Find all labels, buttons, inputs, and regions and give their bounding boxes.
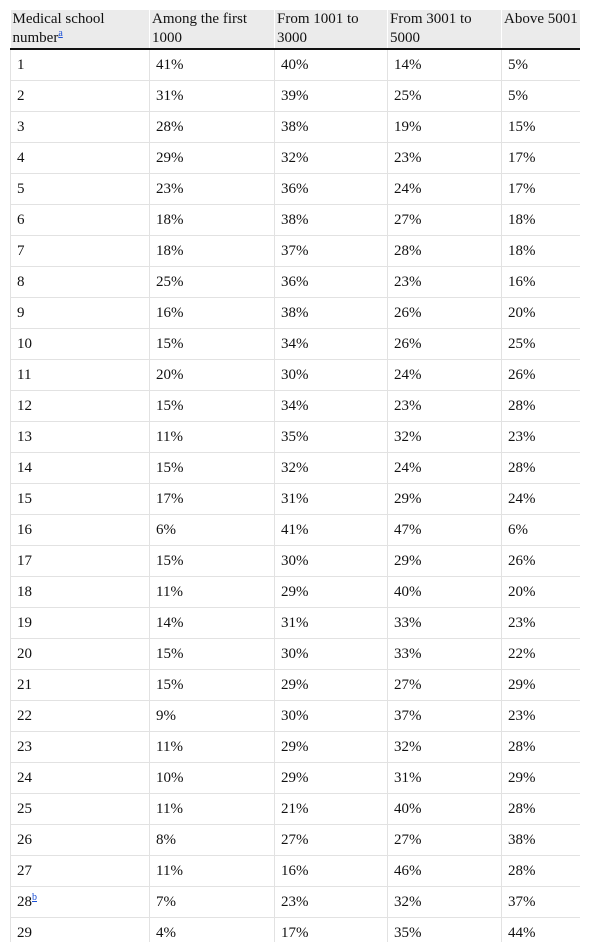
- cell-above-5001: 28%: [502, 391, 581, 422]
- cell-medical-school-number: [11, 546, 150, 577]
- table-row: [11, 608, 581, 639]
- cell-from-1001-to-3000: 38%: [275, 112, 388, 143]
- school-number: 28: [17, 894, 32, 910]
- cell-above-5001: 25%: [502, 329, 581, 360]
- cell-from-1001-to-3000: 16%: [275, 856, 388, 887]
- cell-above-5001: 26%: [502, 360, 581, 391]
- school-number: 5: [17, 181, 25, 197]
- school-number: 2: [17, 88, 25, 104]
- cell-medical-school-number: [11, 515, 150, 546]
- cell-among-first-1000: 11%: [150, 422, 275, 453]
- table-row: [11, 360, 581, 391]
- table-row: [11, 732, 581, 763]
- table-header: [11, 10, 581, 49]
- school-number: 22: [17, 708, 32, 724]
- cell-from-3001-to-5000: 35%: [388, 918, 502, 943]
- cell-above-5001: 37%: [502, 887, 581, 918]
- cell-among-first-1000: 15%: [150, 329, 275, 360]
- cell-from-3001-to-5000: 33%: [388, 639, 502, 670]
- school-number: 1: [17, 57, 25, 73]
- cell-from-1001-to-3000: 17%: [275, 918, 388, 943]
- table-row: [11, 887, 581, 918]
- table-row: [11, 825, 581, 856]
- cell-from-1001-to-3000: 23%: [275, 887, 388, 918]
- table-row: [11, 639, 581, 670]
- cell-above-5001: 29%: [502, 763, 581, 794]
- table-row: [11, 329, 581, 360]
- school-number: 29: [17, 925, 32, 941]
- cell-among-first-1000: 9%: [150, 701, 275, 732]
- cell-among-first-1000: 20%: [150, 360, 275, 391]
- cell-among-first-1000: 7%: [150, 887, 275, 918]
- table-row: [11, 267, 581, 298]
- cell-among-first-1000: 14%: [150, 608, 275, 639]
- table-row: [11, 453, 581, 484]
- cell-from-3001-to-5000: 27%: [388, 825, 502, 856]
- cell-medical-school-number: [11, 825, 150, 856]
- school-number: 15: [17, 491, 32, 507]
- table-row: [11, 515, 581, 546]
- cell-among-first-1000: 11%: [150, 794, 275, 825]
- cell-from-1001-to-3000: 30%: [275, 701, 388, 732]
- cell-from-1001-to-3000: 21%: [275, 794, 388, 825]
- cell-from-3001-to-5000: 29%: [388, 484, 502, 515]
- cell-among-first-1000: 11%: [150, 577, 275, 608]
- cell-from-1001-to-3000: 36%: [275, 267, 388, 298]
- cell-from-1001-to-3000: 38%: [275, 205, 388, 236]
- school-number: 16: [17, 522, 32, 538]
- school-number: 10: [17, 336, 32, 352]
- cell-from-3001-to-5000: 23%: [388, 391, 502, 422]
- cell-above-5001: 22%: [502, 639, 581, 670]
- cell-from-1001-to-3000: 29%: [275, 732, 388, 763]
- cell-among-first-1000: 18%: [150, 236, 275, 267]
- cell-among-first-1000: 28%: [150, 112, 275, 143]
- cell-from-1001-to-3000: 31%: [275, 484, 388, 515]
- table-row: [11, 484, 581, 515]
- cell-from-1001-to-3000: 29%: [275, 763, 388, 794]
- cell-above-5001: 24%: [502, 484, 581, 515]
- school-number: 25: [17, 801, 32, 817]
- header-from-1001-to-3000: [275, 10, 388, 49]
- header-among-first-1000: [150, 10, 275, 49]
- cell-medical-school-number: [11, 360, 150, 391]
- cell-from-3001-to-5000: 23%: [388, 267, 502, 298]
- cell-above-5001: 15%: [502, 112, 581, 143]
- table-container: [10, 10, 580, 942]
- cell-from-3001-to-5000: 40%: [388, 577, 502, 608]
- cell-among-first-1000: 18%: [150, 205, 275, 236]
- cell-medical-school-number: [11, 143, 150, 174]
- cell-from-1001-to-3000: 36%: [275, 174, 388, 205]
- cell-from-1001-to-3000: 34%: [275, 391, 388, 422]
- cell-medical-school-number: [11, 856, 150, 887]
- footnote-link-b[interactable]: b: [32, 892, 37, 903]
- cell-above-5001: 28%: [502, 453, 581, 484]
- header-label: Above 5001: [504, 11, 578, 27]
- cell-medical-school-number: [11, 81, 150, 112]
- cell-from-3001-to-5000: 32%: [388, 887, 502, 918]
- cell-above-5001: 18%: [502, 236, 581, 267]
- cell-from-1001-to-3000: 41%: [275, 515, 388, 546]
- cell-from-3001-to-5000: 27%: [388, 205, 502, 236]
- cell-above-5001: 44%: [502, 918, 581, 943]
- cell-from-1001-to-3000: 29%: [275, 670, 388, 701]
- cell-among-first-1000: 25%: [150, 267, 275, 298]
- cell-medical-school-number: [11, 701, 150, 732]
- cell-medical-school-number: [11, 174, 150, 205]
- cell-from-3001-to-5000: 27%: [388, 670, 502, 701]
- cell-above-5001: 6%: [502, 515, 581, 546]
- cell-medical-school-number: [11, 732, 150, 763]
- cell-above-5001: 28%: [502, 794, 581, 825]
- cell-from-3001-to-5000: 24%: [388, 453, 502, 484]
- cell-medical-school-number: [11, 422, 150, 453]
- cell-above-5001: 5%: [502, 49, 581, 81]
- cell-from-1001-to-3000: 39%: [275, 81, 388, 112]
- cell-medical-school-number: [11, 329, 150, 360]
- cell-from-1001-to-3000: 31%: [275, 608, 388, 639]
- cell-from-3001-to-5000: 47%: [388, 515, 502, 546]
- school-number: 3: [17, 119, 25, 135]
- cell-above-5001: 20%: [502, 298, 581, 329]
- cell-from-3001-to-5000: 37%: [388, 701, 502, 732]
- cell-above-5001: 23%: [502, 422, 581, 453]
- cell-from-1001-to-3000: 30%: [275, 639, 388, 670]
- school-number: 9: [17, 305, 25, 321]
- cell-from-3001-to-5000: 14%: [388, 49, 502, 81]
- table-row: [11, 422, 581, 453]
- cell-medical-school-number: [11, 577, 150, 608]
- cell-from-1001-to-3000: 29%: [275, 577, 388, 608]
- school-number: 24: [17, 770, 32, 786]
- table-body: [11, 49, 581, 942]
- table-row: [11, 236, 581, 267]
- cell-medical-school-number: [11, 453, 150, 484]
- cell-among-first-1000: 15%: [150, 453, 275, 484]
- cell-among-first-1000: 31%: [150, 81, 275, 112]
- cell-medical-school-number: [11, 391, 150, 422]
- cell-medical-school-number: [11, 608, 150, 639]
- header-label: Among the first 1000: [152, 11, 247, 46]
- school-number: 6: [17, 212, 25, 228]
- cell-from-3001-to-5000: 29%: [388, 546, 502, 577]
- cell-above-5001: 38%: [502, 825, 581, 856]
- header-row: [11, 10, 581, 49]
- cell-from-3001-to-5000: 19%: [388, 112, 502, 143]
- table-row: [11, 298, 581, 329]
- school-number: 21: [17, 677, 32, 693]
- school-number: 8: [17, 274, 25, 290]
- cell-above-5001: 17%: [502, 143, 581, 174]
- cell-from-3001-to-5000: 26%: [388, 329, 502, 360]
- cell-among-first-1000: 23%: [150, 174, 275, 205]
- table-row: [11, 81, 581, 112]
- cell-among-first-1000: 15%: [150, 639, 275, 670]
- school-number: 4: [17, 150, 25, 166]
- header-above-5001: [502, 10, 581, 49]
- cell-from-3001-to-5000: 32%: [388, 732, 502, 763]
- cell-above-5001: 28%: [502, 732, 581, 763]
- cell-among-first-1000: 16%: [150, 298, 275, 329]
- cell-above-5001: 23%: [502, 608, 581, 639]
- cell-from-1001-to-3000: 30%: [275, 546, 388, 577]
- cell-from-1001-to-3000: 32%: [275, 143, 388, 174]
- cell-medical-school-number: [11, 112, 150, 143]
- cell-above-5001: 16%: [502, 267, 581, 298]
- cell-among-first-1000: 15%: [150, 391, 275, 422]
- cell-medical-school-number: [11, 236, 150, 267]
- cell-above-5001: 29%: [502, 670, 581, 701]
- school-number: 13: [17, 429, 32, 445]
- cell-among-first-1000: 11%: [150, 856, 275, 887]
- cell-medical-school-number: [11, 670, 150, 701]
- cell-medical-school-number: [11, 639, 150, 670]
- table-row: [11, 701, 581, 732]
- cell-from-1001-to-3000: 38%: [275, 298, 388, 329]
- school-number: 23: [17, 739, 32, 755]
- cell-medical-school-number: [11, 298, 150, 329]
- table-row: [11, 670, 581, 701]
- cell-among-first-1000: 6%: [150, 515, 275, 546]
- cell-above-5001: 28%: [502, 856, 581, 887]
- table-row: [11, 49, 581, 81]
- cell-among-first-1000: 15%: [150, 546, 275, 577]
- cell-from-3001-to-5000: 40%: [388, 794, 502, 825]
- cell-among-first-1000: 10%: [150, 763, 275, 794]
- cell-from-3001-to-5000: 28%: [388, 236, 502, 267]
- cell-among-first-1000: 15%: [150, 670, 275, 701]
- cell-medical-school-number: [11, 484, 150, 515]
- cell-above-5001: 23%: [502, 701, 581, 732]
- table-row: [11, 856, 581, 887]
- table-row: [11, 112, 581, 143]
- cell-medical-school-number: [11, 918, 150, 943]
- cell-from-3001-to-5000: 31%: [388, 763, 502, 794]
- cell-from-3001-to-5000: 23%: [388, 143, 502, 174]
- cell-among-first-1000: 11%: [150, 732, 275, 763]
- cell-from-3001-to-5000: 46%: [388, 856, 502, 887]
- header-label: From 3001 to 5000: [390, 11, 472, 46]
- table-row: [11, 205, 581, 236]
- header-medical-school-number: [11, 10, 150, 49]
- table-row: [11, 763, 581, 794]
- table-row: [11, 577, 581, 608]
- cell-from-3001-to-5000: 25%: [388, 81, 502, 112]
- cell-from-1001-to-3000: 30%: [275, 360, 388, 391]
- school-number: 14: [17, 460, 32, 476]
- cell-among-first-1000: 29%: [150, 143, 275, 174]
- table-row: [11, 391, 581, 422]
- header-label: Medical school number: [12, 11, 105, 46]
- cell-among-first-1000: 4%: [150, 918, 275, 943]
- table-row: [11, 143, 581, 174]
- cell-medical-school-number: [11, 887, 150, 918]
- cell-from-3001-to-5000: 24%: [388, 174, 502, 205]
- cell-above-5001: 20%: [502, 577, 581, 608]
- cell-from-3001-to-5000: 26%: [388, 298, 502, 329]
- cell-from-1001-to-3000: 27%: [275, 825, 388, 856]
- cell-from-3001-to-5000: 32%: [388, 422, 502, 453]
- cell-above-5001: 18%: [502, 205, 581, 236]
- cell-medical-school-number: [11, 763, 150, 794]
- cell-from-1001-to-3000: 32%: [275, 453, 388, 484]
- cell-medical-school-number: [11, 49, 150, 81]
- cell-from-1001-to-3000: 34%: [275, 329, 388, 360]
- cell-medical-school-number: [11, 794, 150, 825]
- school-number: 18: [17, 584, 32, 600]
- cell-medical-school-number: [11, 205, 150, 236]
- cell-from-1001-to-3000: 35%: [275, 422, 388, 453]
- cell-among-first-1000: 41%: [150, 49, 275, 81]
- school-number: 11: [17, 367, 32, 383]
- table-row: [11, 174, 581, 205]
- cell-from-1001-to-3000: 40%: [275, 49, 388, 81]
- table-row: [11, 794, 581, 825]
- cell-above-5001: 26%: [502, 546, 581, 577]
- cell-among-first-1000: 8%: [150, 825, 275, 856]
- school-number: 19: [17, 615, 32, 631]
- cell-from-3001-to-5000: 24%: [388, 360, 502, 391]
- school-number: 27: [17, 863, 32, 879]
- cell-above-5001: 17%: [502, 174, 581, 205]
- footnote-link-a[interactable]: a: [58, 28, 63, 39]
- header-from-3001-to-5000: [388, 10, 502, 49]
- school-number: 26: [17, 832, 32, 848]
- table-row: [11, 918, 581, 943]
- cell-from-1001-to-3000: 37%: [275, 236, 388, 267]
- school-number: 7: [17, 243, 25, 259]
- cell-medical-school-number: [11, 267, 150, 298]
- cell-above-5001: 5%: [502, 81, 581, 112]
- medical-school-rank-distribution-table: [10, 10, 580, 942]
- school-number: 20: [17, 646, 32, 662]
- cell-among-first-1000: 17%: [150, 484, 275, 515]
- header-label: From 1001 to 3000: [277, 11, 359, 46]
- school-number: 17: [17, 553, 32, 569]
- table-row: [11, 546, 581, 577]
- cell-from-3001-to-5000: 33%: [388, 608, 502, 639]
- school-number: 12: [17, 398, 32, 414]
